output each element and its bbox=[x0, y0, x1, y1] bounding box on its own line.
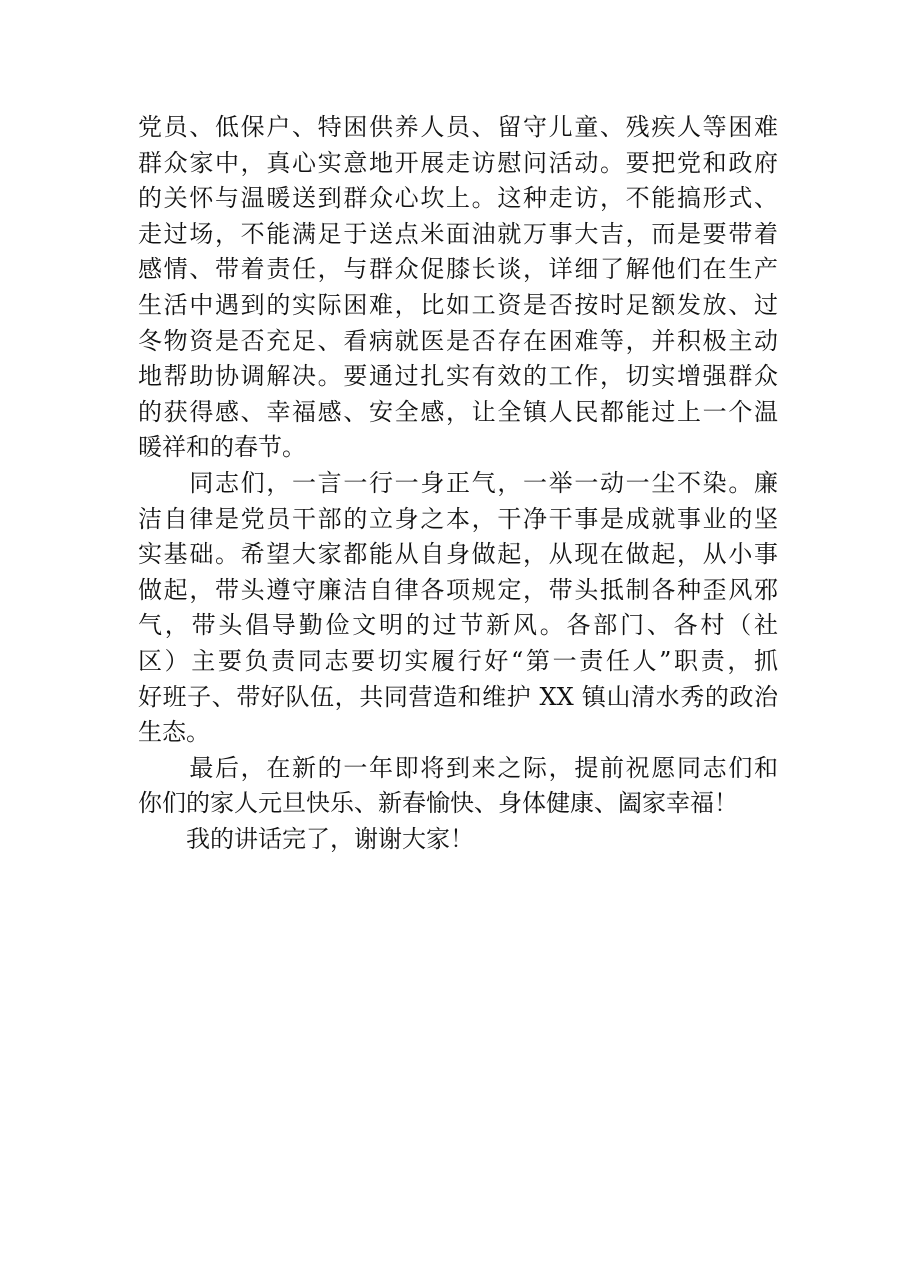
text-line: 最后，在新的一年即将到来之际，提前祝愿同志们和 bbox=[138, 753, 778, 782]
text-line: 地帮助协调解决。要通过扎实有效的工作，切实增强群众 bbox=[138, 362, 778, 391]
paragraph-3 bbox=[138, 751, 778, 822]
paragraph-2 bbox=[138, 466, 778, 751]
text-line: 党员、低保户、特困供养人员、留守儿童、残疾人等困难 bbox=[138, 113, 778, 141]
text-line: 感情、带着责任，与群众促膝长谈，详细了解他们在生产 bbox=[138, 255, 778, 284]
text-line: 你们的家人元旦快乐、新春愉快、身体健康、阖家幸福！ bbox=[138, 789, 738, 818]
text-line: 的获得感、幸福感、安全感，让全镇人民都能过上一个温 bbox=[138, 397, 778, 426]
paragraph-1 bbox=[138, 110, 778, 466]
text-line: 我的讲话完了，谢谢大家！ bbox=[138, 824, 474, 853]
text-line: 气，带头倡导勤俭文明的过节新风。各部门、各村（社 bbox=[138, 611, 778, 640]
text-line: 生态。 bbox=[138, 718, 210, 747]
text-line: 洁自律是党员干部的立身之本，干净干事是成就事业的坚 bbox=[138, 504, 778, 533]
text-line: 生活中遇到的实际困难，比如工资是否按时足额发放、过 bbox=[138, 290, 778, 319]
text-line: 好班子、带好队伍，共同营造和维护 XX 镇山清水秀的政治 bbox=[138, 682, 778, 711]
speech-text bbox=[138, 110, 778, 857]
text-line: 做起，带头遵守廉洁自律各项规定，带头抵制各种歪风邪 bbox=[138, 575, 778, 604]
text-line: 区）主要负责同志要切实履行好“第一责任人”职责，抓 bbox=[138, 646, 778, 675]
text-line: 暖祥和的春节。 bbox=[138, 433, 306, 462]
text-line: 的关怀与温暖送到群众心坎上。这种走访，不能搞形式、 bbox=[138, 184, 778, 213]
text-line: 同志们，一言一行一身正气，一举一动一尘不染。廉 bbox=[138, 468, 778, 497]
text-line: 群众家中，真心实意地开展走访慰问活动。要把党和政府 bbox=[138, 148, 778, 177]
text-line: 冬物资是否充足、看病就医是否存在困难等，并积极主动 bbox=[138, 326, 778, 355]
text-line: 走过场，不能满足于送点米面油就万事大吉，而是要带着 bbox=[138, 219, 778, 248]
text-line: 实基础。希望大家都能从自身做起，从现在做起，从小事 bbox=[138, 540, 778, 569]
paragraph-4 bbox=[138, 822, 778, 858]
